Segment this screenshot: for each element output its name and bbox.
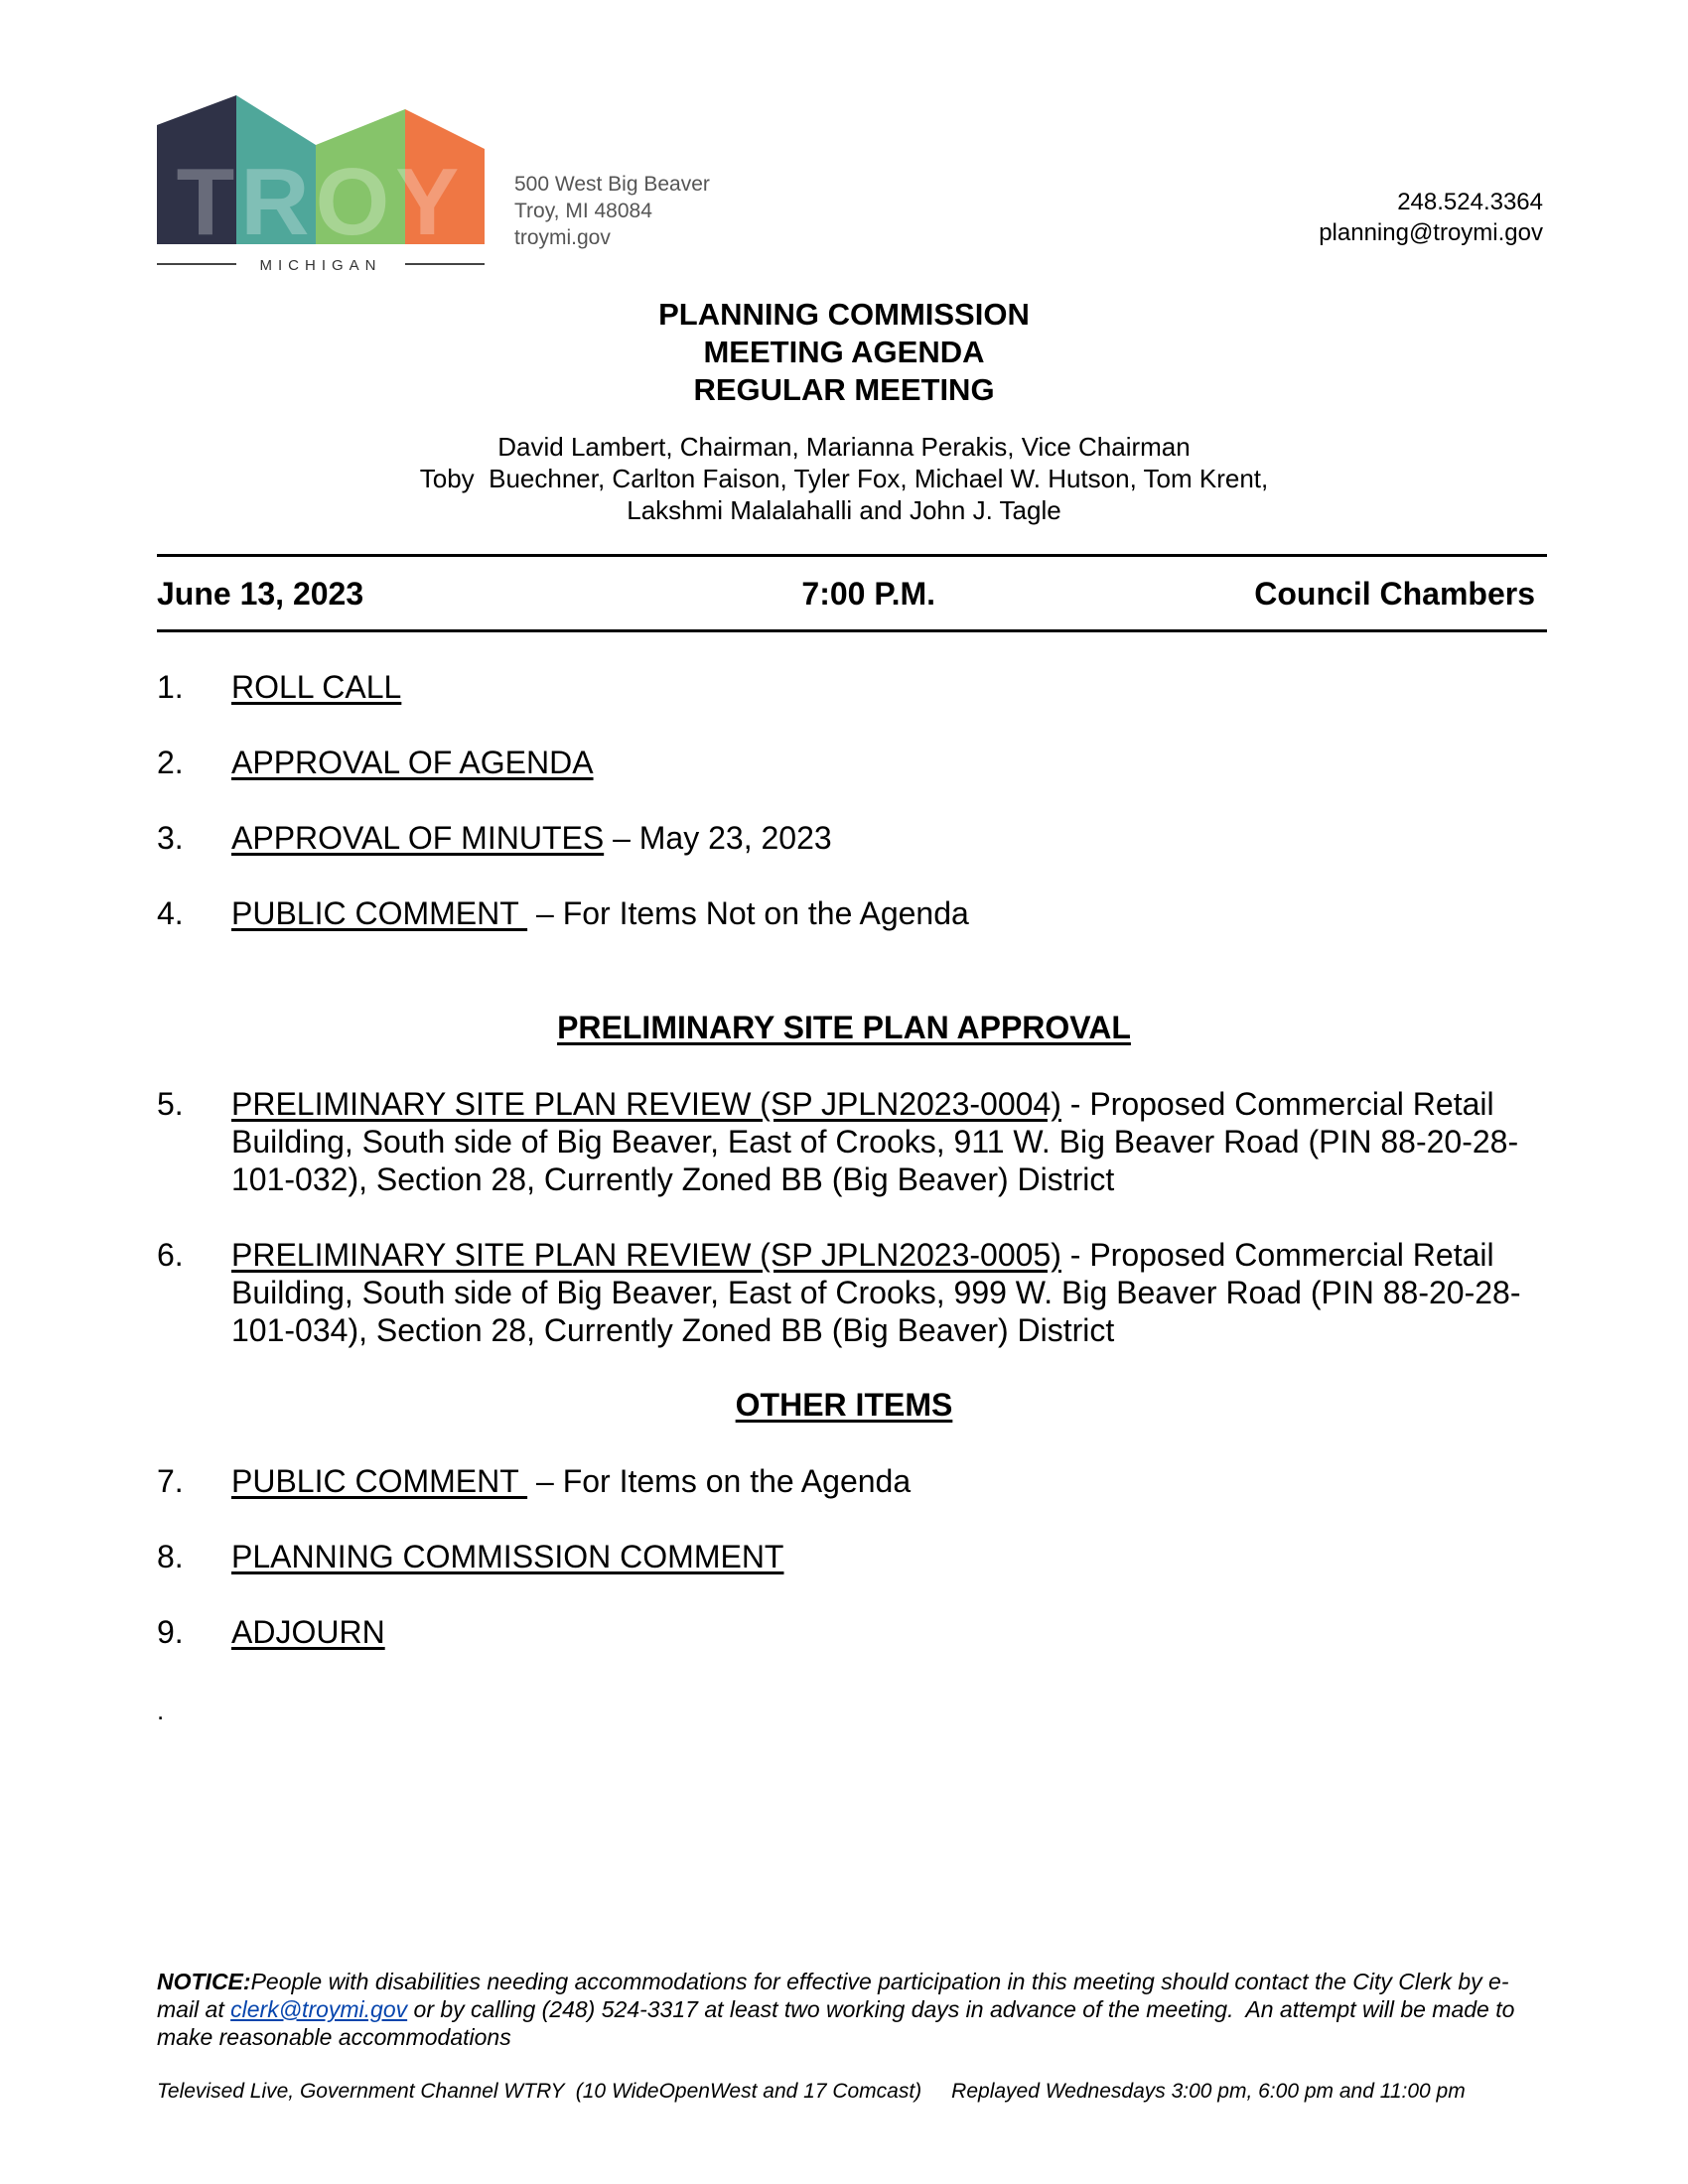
logo-subword: MICHIGAN (259, 257, 382, 274)
item-number: 5. (157, 1086, 184, 1122)
title-line-3: REGULAR MEETING (693, 372, 995, 407)
item-detail: – For Items on the Agenda (527, 1463, 912, 1499)
notice-text-2: or by calling (248) 524-3317 at least two working days in advance of the meeting. An attempt will be made to make reasonable accommodations (157, 1996, 1521, 2050)
divider-bottom (157, 629, 1547, 632)
agenda-title-block (0, 296, 1688, 526)
agenda-item-2 (157, 744, 1547, 781)
agenda-item-8 (157, 1538, 1547, 1575)
divider-top (157, 554, 1547, 557)
agenda-item-3 (157, 819, 1547, 857)
item-title: ADJOURN (231, 1614, 385, 1650)
commission-members (0, 431, 1688, 526)
item-title: PUBLIC COMMENT (231, 1463, 528, 1499)
item-title: PRELIMINARY SITE PLAN REVIEW (SP JPLN2023-0004) (231, 1086, 1061, 1122)
broadcast-info (157, 2080, 1547, 2104)
agenda-item-4 (157, 894, 1547, 932)
accessibility-notice (157, 1968, 1547, 2051)
title-line-1: PLANNING COMMISSION (658, 297, 1030, 332)
meeting-location: Council Chambers (1254, 576, 1535, 612)
troy-michigan-logo (157, 95, 494, 274)
title-line-2: MEETING AGENDA (703, 335, 985, 369)
item-detail: - Proposed Commercial Retail Building, South side of Big Beaver, East of Crooks, 911 W. Big Beaver Road (PIN 88-20-28-101-032), Section 28, Currently Zoned BB (Big Beaver) District (231, 1086, 1519, 1197)
address-line-1: 500 West Big Beaver (514, 173, 710, 196)
members-line-2: Toby Buechner, Carlton Faison, Tyler Fox, Michael W. Hutson, Tom Krent, (419, 464, 1269, 493)
agenda-item-7 (157, 1462, 1547, 1500)
logo-word: TROY (176, 149, 466, 255)
email-address: planning@troymi.gov (1319, 219, 1543, 246)
item-number: 7. (157, 1463, 184, 1499)
phone-number: 248.524.3364 (1397, 189, 1543, 215)
replay-schedule-text: Replayed Wednesdays 3:00 pm, 6:00 pm and 11:00 pm (951, 2080, 1466, 2103)
trailing-mark: . (157, 1696, 165, 1725)
item-number: 2. (157, 745, 184, 780)
clerk-email-link[interactable]: clerk@troymi.gov (230, 1996, 408, 2022)
section-heading-other: OTHER ITEMS (735, 1387, 953, 1423)
item-title: APPROVAL OF MINUTES (231, 820, 605, 856)
meeting-info-row (157, 576, 1535, 613)
televised-live-text: Televised Live, Government Channel WTRY (10 WideOpenWest and 17 Comcast) (157, 2080, 922, 2103)
agenda-item-6 (157, 1236, 1547, 1349)
members-line-1: David Lambert, Chairman, Marianna Perakis, Vice Chairman (497, 432, 1191, 462)
notice-text-1: People with disabilities needing accommodations for effective participation in this meeting should contact the City Clerk by e-mail at (157, 1969, 1509, 2022)
item-title: ROLL CALL (231, 669, 402, 705)
meeting-time: 7:00 P.M. (801, 576, 935, 612)
agenda-item-5 (157, 1085, 1547, 1198)
item-number: 8. (157, 1539, 184, 1574)
members-line-3: Lakshmi Malalahalli and John J. Tagle (627, 495, 1061, 525)
item-number: 9. (157, 1614, 184, 1650)
address-line-3: troymi.gov (514, 226, 611, 249)
section-heading-preliminary: PRELIMINARY SITE PLAN APPROVAL (557, 1010, 1131, 1045)
city-address (514, 171, 710, 251)
item-detail: – May 23, 2023 (604, 820, 832, 856)
agenda-item-1 (157, 668, 1547, 706)
address-line-2: Troy, MI 48084 (514, 200, 652, 222)
agenda-item-9 (157, 1613, 1547, 1651)
item-title: PRELIMINARY SITE PLAN REVIEW (SP JPLN2023-0005) (231, 1237, 1061, 1273)
item-number: 4. (157, 895, 184, 931)
item-title: PLANNING COMMISSION COMMENT (231, 1539, 784, 1574)
item-number: 1. (157, 669, 184, 705)
item-number: 3. (157, 820, 184, 856)
item-detail: - Proposed Commercial Retail Building, South side of Big Beaver, East of Crooks, 999 W. Big Beaver Road (PIN 88-20-28-101-034), Section 28, Currently Zoned BB (Big Beaver) District (231, 1237, 1521, 1348)
contact-info (1319, 187, 1543, 248)
item-detail: – For Items Not on the Agenda (527, 895, 969, 931)
item-title: PUBLIC COMMENT (231, 895, 528, 931)
notice-label: NOTICE: (157, 1969, 251, 1994)
item-number: 6. (157, 1237, 184, 1273)
item-title: APPROVAL OF AGENDA (231, 745, 594, 780)
meeting-date: June 13, 2023 (157, 576, 364, 612)
